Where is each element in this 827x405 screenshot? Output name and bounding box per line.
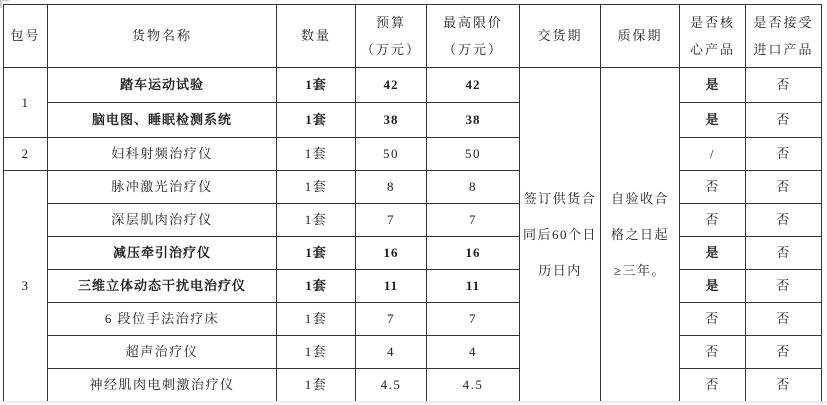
cell-quantity: 1套 — [277, 336, 356, 369]
cell-delivery-period — [520, 68, 601, 402]
header-max-price — [427, 5, 520, 68]
header-budget — [356, 5, 427, 68]
cell-goods-name: 超声治疗仪 — [48, 336, 277, 369]
cell-goods-name: 6 段位手法治疗床 — [48, 303, 277, 336]
cell-max-price: 11 — [427, 270, 520, 303]
cell-core-product: 否 — [680, 171, 746, 204]
header-core-line1: 是否核 — [689, 14, 735, 30]
delivery-line2: 同后60个日 — [522, 226, 597, 242]
delivery-line1: 签订供货合 — [523, 190, 597, 206]
cell-import-product: 否 — [746, 369, 822, 402]
table-row — [4, 336, 822, 369]
table-row — [4, 103, 822, 138]
procurement-table — [3, 4, 822, 402]
cell-max-price: 7 — [427, 204, 520, 237]
header-import-line1: 是否接受 — [753, 14, 814, 30]
cell-budget: 4.5 — [356, 369, 427, 402]
cell-core-product: 否 — [680, 336, 746, 369]
header-quantity: 数量 — [277, 5, 356, 68]
cell-warranty-period — [601, 68, 680, 402]
cell-budget: 16 — [356, 237, 427, 270]
header-core-product — [680, 5, 746, 68]
cell-core-product: 是 — [680, 237, 746, 270]
cell-max-price: 8 — [427, 171, 520, 204]
header-warranty: 质保期 — [601, 5, 680, 68]
cell-core-product: 否 — [680, 204, 746, 237]
cell-max-price: 4.5 — [427, 369, 520, 402]
package-number: 1 — [4, 68, 48, 138]
cell-max-price: 38 — [427, 103, 520, 138]
header-budget-line2: （万元） — [360, 42, 421, 57]
warranty-line2: 格之日起 — [610, 226, 669, 242]
cell-quantity: 1套 — [277, 237, 356, 270]
cell-quantity: 1套 — [277, 204, 356, 237]
page-bottom-divider — [0, 401, 827, 403]
cell-quantity: 1套 — [277, 68, 356, 103]
header-import-product — [746, 5, 822, 68]
cell-import-product: 否 — [746, 270, 822, 303]
cell-budget: 8 — [356, 171, 427, 204]
cell-goods-name: 深层肌肉治疗仪 — [48, 204, 277, 237]
cell-budget: 50 — [356, 138, 427, 171]
cell-budget: 38 — [356, 103, 427, 138]
cell-goods-name: 妇科射频治疗仪 — [48, 138, 277, 171]
header-budget-line1: 预算 — [375, 14, 406, 30]
cell-max-price: 4 — [427, 336, 520, 369]
cell-quantity: 1套 — [277, 270, 356, 303]
cell-quantity: 1套 — [277, 103, 356, 138]
cell-import-product: 否 — [746, 303, 822, 336]
table-header-row — [4, 5, 822, 68]
table-row — [4, 171, 822, 204]
cell-goods-name: 脉冲激光治疗仪 — [48, 171, 277, 204]
cell-max-price: 7 — [427, 303, 520, 336]
header-goods-name: 货物名称 — [48, 5, 277, 68]
header-max-price-line1: 最高限价 — [442, 14, 503, 30]
package-number: 2 — [4, 138, 48, 171]
cell-budget: 11 — [356, 270, 427, 303]
cell-max-price: 16 — [427, 237, 520, 270]
delivery-line3: 历日内 — [538, 262, 582, 278]
warranty-line1: 自验收合 — [610, 190, 669, 206]
header-import-line2: 进口产品 — [753, 42, 814, 57]
cell-budget: 4 — [356, 336, 427, 369]
cell-core-product: 是 — [680, 68, 746, 103]
cell-goods-name: 神经肌肉电刺激治疗仪 — [48, 369, 277, 402]
cell-budget: 7 — [356, 303, 427, 336]
cell-max-price: 50 — [427, 138, 520, 171]
header-max-price-line2: （万元） — [442, 42, 503, 57]
cell-budget: 42 — [356, 68, 427, 103]
table-row — [4, 68, 822, 103]
cell-import-product: 否 — [746, 336, 822, 369]
cell-core-product: / — [680, 138, 746, 171]
cell-import-product: 否 — [746, 138, 822, 171]
table-row — [4, 303, 822, 336]
cell-import-product: 否 — [746, 204, 822, 237]
cell-import-product: 否 — [746, 237, 822, 270]
cell-core-product: 是 — [680, 270, 746, 303]
cell-core-product: 否 — [680, 369, 746, 402]
cell-quantity: 1套 — [277, 138, 356, 171]
cell-goods-name: 脑电图、睡眠检测系统 — [48, 103, 277, 138]
table-row — [4, 138, 822, 171]
cell-goods-name: 三维立体动态干扰电治疗仪 — [48, 270, 277, 303]
cell-quantity: 1套 — [277, 369, 356, 402]
cell-import-product: 否 — [746, 171, 822, 204]
cell-import-product: 否 — [746, 68, 822, 103]
table-row — [4, 270, 822, 303]
cell-budget: 7 — [356, 204, 427, 237]
warranty-line3: ≥三年。 — [613, 262, 667, 278]
cell-quantity: 1套 — [277, 303, 356, 336]
package-number: 3 — [4, 171, 48, 402]
cell-max-price: 42 — [427, 68, 520, 103]
table-row — [4, 369, 822, 402]
cell-goods-name: 减压牵引治疗仪 — [48, 237, 277, 270]
header-core-line2: 心产品 — [689, 42, 735, 57]
cell-quantity: 1套 — [277, 171, 356, 204]
cell-import-product: 否 — [746, 103, 822, 138]
header-delivery: 交货期 — [520, 5, 601, 68]
table-row — [4, 237, 822, 270]
table-row — [4, 204, 822, 237]
cell-core-product: 否 — [680, 303, 746, 336]
cell-core-product: 是 — [680, 103, 746, 138]
cell-goods-name: 踏车运动试验 — [48, 68, 277, 103]
header-package: 包号 — [4, 5, 48, 68]
